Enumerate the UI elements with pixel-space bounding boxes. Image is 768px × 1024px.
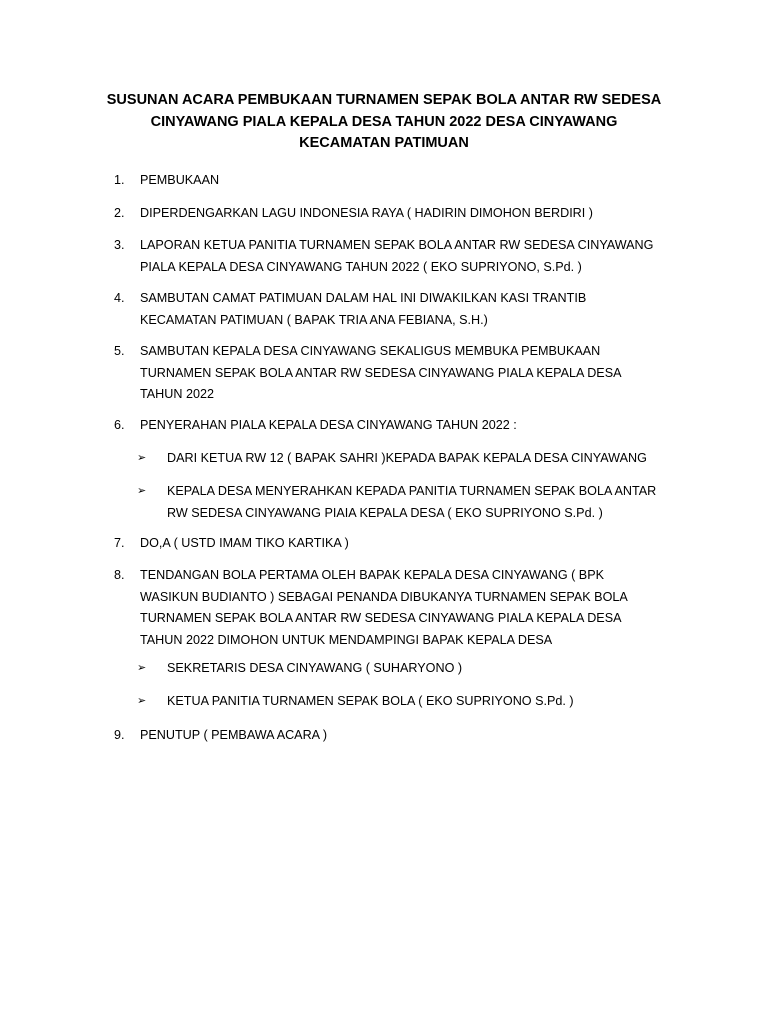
title-line-3: KECAMATAN PATIMUAN [299, 135, 469, 151]
item-text-line: KECAMATAN PATIMUAN ( BAPAK TRIA ANA FEBIANA, S.H.) [140, 312, 488, 327]
item-text-line: TAHUN 2022 [140, 387, 214, 401]
item-text-line: TAHUN 2022 DIMOHON UNTUK MENDAMPINGI BAPAK KEPALA DESA [140, 632, 553, 647]
subitem-text-line: KETUA PANITIA TURNAMEN SEPAK BOLA ( EKO SUPRIYONO S.Pd. ) [167, 694, 574, 708]
title-line-1: SUSUNAN ACARA PEMBUKAAN TURNAMEN SEPAK BOLA ANTAR RW SEDESA [106, 92, 662, 108]
subitem-text-line: DARI KETUA RW 12 ( BAPAK SAHRI )KEPADA BAPAK KEPALA DESA CINYAWANG [167, 451, 647, 465]
agenda-item-5 [114, 341, 684, 406]
item-text-line: WASIKUN BUDIANTO ) SEBAGAI PENANDA DIBUKANYA TURNAMEN SEPAK BOLA [140, 589, 628, 604]
item-text-line: DO,A ( USTD IMAM TIKO KARTIKA ) [140, 536, 349, 550]
item-text-line: SAMBUTAN CAMAT PATIMUAN DALAM HAL INI DIWAKILKAN KASI TRANTIB [140, 291, 587, 305]
item-number: 5. [114, 344, 125, 358]
agenda-subitem-6a [137, 448, 697, 470]
item-number: 8. [114, 568, 125, 582]
subitem-text-line: KEPALA DESA MENYERAHKAN KEPADA PANITIA TURNAMEN SEPAK BOLA ANTAR [167, 484, 657, 498]
agenda-item-4 [114, 288, 684, 331]
item-text-line: SAMBUTAN KEPALA DESA CINYAWANG SEKALIGUS MEMBUKA PEMBUKAAN [140, 344, 601, 358]
item-text-line: PENYERAHAN PIALA KEPALA DESA CINYAWANG TAHUN 2022 : [140, 418, 517, 432]
document-title [60, 90, 708, 155]
arrow-bullet-icon: ➢ [137, 485, 147, 497]
item-text-line: DIPERDENGARKAN LAGU INDONESIA RAYA ( HADIRIN DIMOHON BERDIRI ) [140, 206, 593, 220]
item-text-line: PEMBUKAAN [140, 173, 220, 187]
agenda-item-3 [114, 235, 684, 278]
subitem-text-line: SEKRETARIS DESA CINYAWANG ( SUHARYONO ) [167, 661, 463, 675]
arrow-bullet-icon: ➢ [137, 662, 147, 674]
arrow-bullet-icon: ➢ [137, 695, 147, 707]
agenda-item-8 [114, 565, 684, 651]
item-number: 2. [114, 206, 125, 220]
agenda-item-7 [114, 533, 684, 555]
agenda-item-2 [114, 203, 684, 225]
arrow-bullet-icon: ➢ [137, 452, 147, 464]
item-number: 6. [114, 418, 125, 432]
item-text-line: PENUTUP ( PEMBAWA ACARA ) [140, 728, 328, 742]
item-text-line: LAPORAN KETUA PANITIA TURNAMEN SEPAK BOLA ANTAR RW SEDESA CINYAWANG [140, 238, 654, 252]
title-line-2: CINYAWANG PIALA KEPALA DESA TAHUN 2022 DESA CINYAWANG [150, 113, 618, 130]
item-number: 1. [114, 173, 125, 187]
agenda-subitem-8b [137, 691, 697, 713]
agenda-subitem-6b [137, 481, 697, 524]
item-text-line: TENDANGAN BOLA PERTAMA OLEH BAPAK KEPALA DESA CINYAWANG ( BPK [140, 568, 605, 582]
item-text-line: PIALA KEPALA DESA CINYAWANG TAHUN 2022 ( EKO SUPRIYONO, S.Pd. ) [140, 259, 582, 274]
agenda-subitem-8a [137, 658, 697, 680]
item-number: 3. [114, 238, 125, 252]
item-number: 7. [114, 536, 125, 550]
item-text-line: TURNAMEN SEPAK BOLA ANTAR RW SEDESA CINYAWANG PIALA KEPALA DESA [140, 611, 622, 625]
agenda-item-6 [114, 415, 684, 437]
agenda-item-1 [114, 170, 684, 192]
item-text-line: TURNAMEN SEPAK BOLA ANTAR RW SEDESA CINYAWANG PIALA KEPALA DESA [140, 365, 622, 380]
subitem-text-line: RW SEDESA CINYAWANG PIAIA KEPALA DESA ( EKO SUPRIYONO S.Pd. ) [167, 505, 603, 520]
agenda-item-9 [114, 725, 684, 747]
item-number: 9. [114, 728, 125, 742]
item-number: 4. [114, 291, 125, 305]
